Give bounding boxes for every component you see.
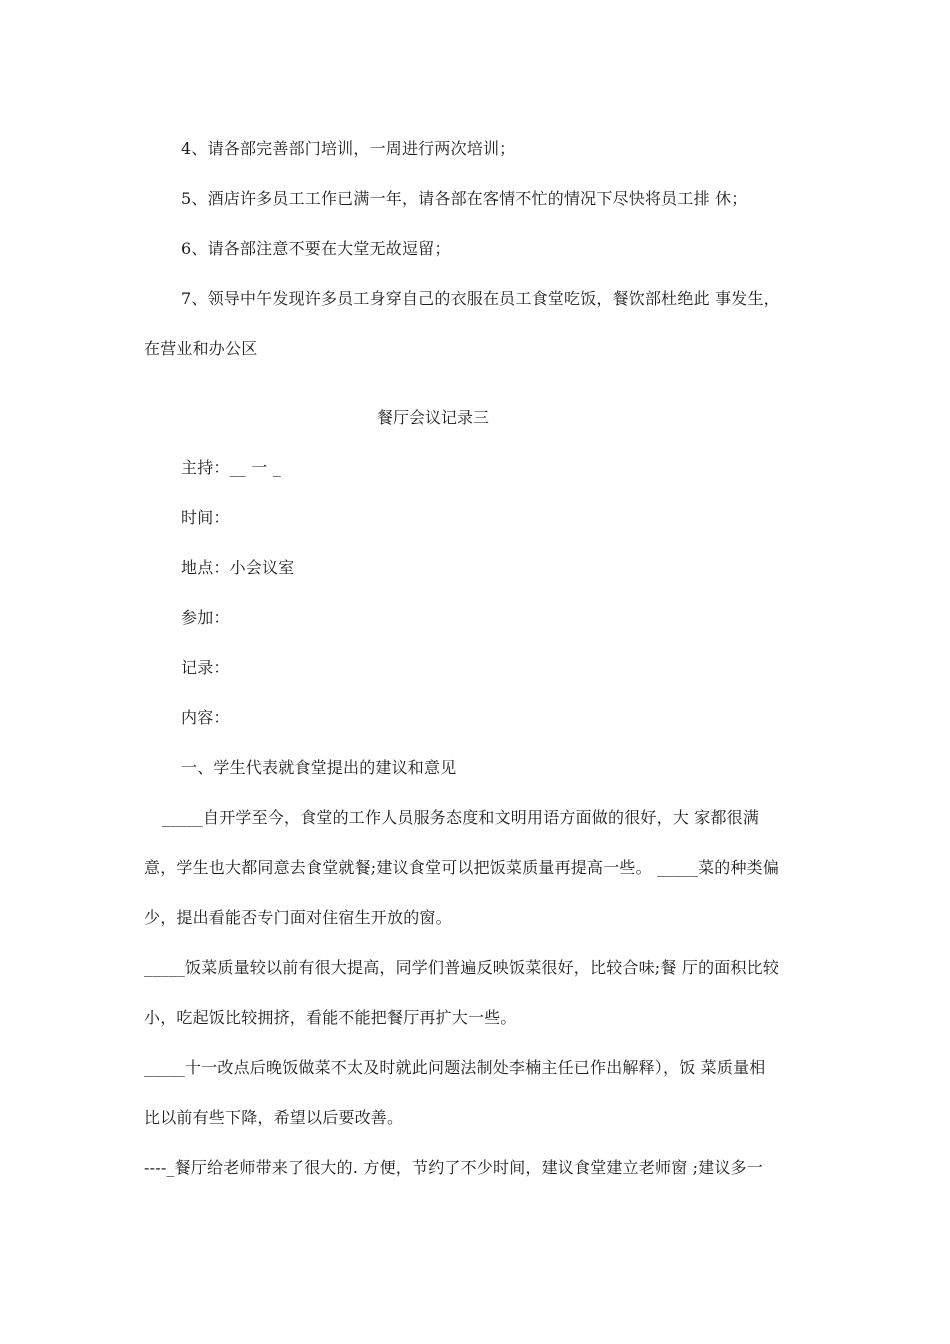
item-7: 7、领导中午发现许多员工身穿自己的衣服在员工食堂吃饭，餐饮部杜绝此 事发生， xyxy=(181,289,780,308)
body-paragraph-line: ----_餐厅给老师带来了很大的. 方便，节约了不少时间，建议食堂建立老师窗 ;建议多一 xyxy=(144,1158,764,1177)
body-paragraph-line: 小，吃起饭比较拥挤，看能不能把餐厅再扩大一些。 xyxy=(144,1008,517,1027)
item-5: 5、酒店许多员工工作已满一年，请各部在客情不忙的情况下尽快将员工排 休； xyxy=(181,189,748,208)
item-6: 6、请各部注意不要在大堂无故逗留； xyxy=(181,239,451,258)
meta-record: 记录： xyxy=(181,658,230,677)
meta-time: 时间： xyxy=(181,508,230,527)
meta-host: 主持：__ 一 _ xyxy=(181,458,281,477)
meta-place: 地点：小会议室 xyxy=(181,558,295,577)
meta-attend: 参加： xyxy=(181,608,230,627)
item-7-continued: 在营业和办公区 xyxy=(144,339,258,358)
body-paragraph-line: 少，提出看能否专门面对住宿生开放的窗。 xyxy=(144,908,452,927)
body-paragraph-line: 比以前有些下降，希望以后要改善。 xyxy=(144,1108,404,1127)
body-paragraph-line: _____自开学至今，食堂的工作人员服务态度和文明用语方面做的很好，大 家都很满 xyxy=(162,808,760,827)
meta-content: 内容： xyxy=(181,708,230,727)
item-4: 4、请各部完善部门培训，一周进行两次培训； xyxy=(181,139,516,158)
body-paragraph-line: _____饭菜质量较以前有很大提高，同学们普遍反映饭菜很好，比较合味;餐 厅的面积比较 xyxy=(144,958,780,977)
body-paragraph-line: _____十一改点后晚饭做菜不太及时就此问题法制处李楠主任已作出解释），饭 菜质量相 xyxy=(144,1058,766,1077)
body-paragraph-line: 意，学生也大都同意去食堂就餐;建议食堂可以把饭菜质量再提高一些。 _____菜的种类偏 xyxy=(144,858,780,877)
section-title: 餐厅会议记录三 xyxy=(376,408,489,427)
body-heading: 一、学生代表就食堂提出的建议和意见 xyxy=(181,758,457,777)
